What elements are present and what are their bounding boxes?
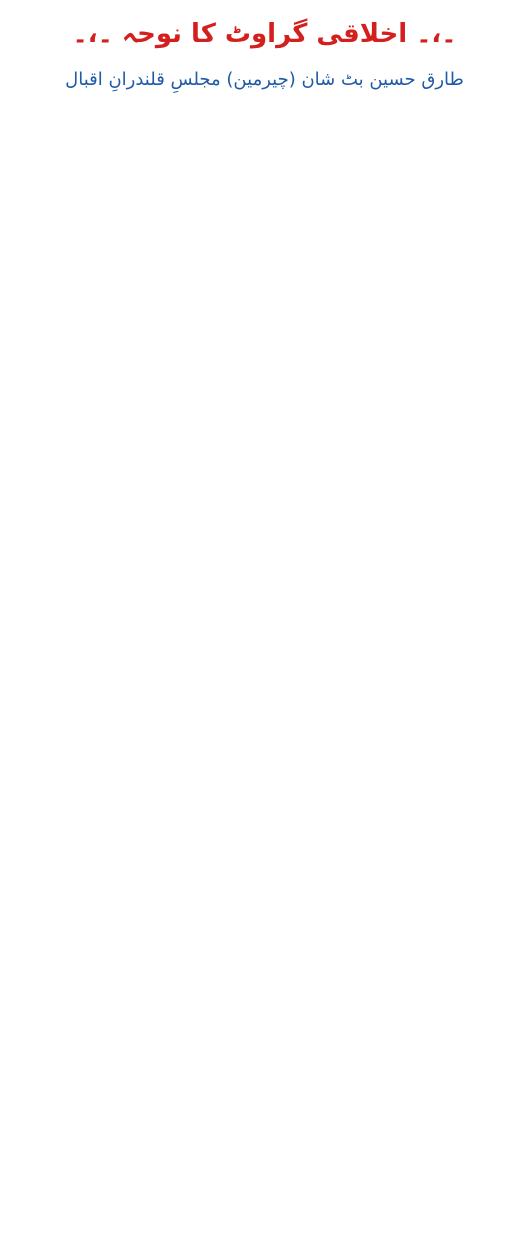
article-byline: طارق حسین بٹ شان (چیرمین) مجلسِ قلندرانِ اقبال	[65, 69, 464, 90]
article-title: ۔،۔ اخلاقی گراوٹ کا نوحہ ۔،۔	[72, 19, 457, 49]
article-body	[12, 132, 517, 1232]
